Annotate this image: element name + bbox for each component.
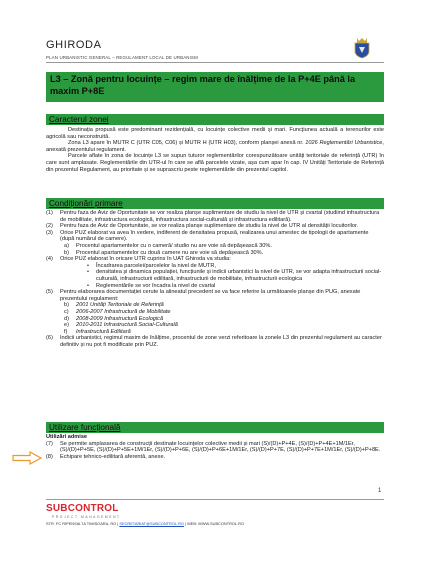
footer-contact [46, 521, 244, 526]
footer-email-link[interactable]: SECRETARIAT@SUBCONTROL.RO [119, 521, 184, 526]
section-title: Condiționări primare [49, 198, 123, 208]
section-header-conditionari [46, 198, 384, 209]
document-title: GHIRODA [46, 39, 102, 51]
paragraph: Zona L3 apare în MUTR C (UTR C05, C06) și MUTR H (UTR H03), conform planșei anexă nr. 1026 Reglementări Urbanistice, anexată prezentului regulament. [46, 140, 384, 153]
caracter-text [46, 127, 384, 173]
section-header-utilizare [46, 422, 384, 433]
list-subitem: c) 2006-2007 Infrastructură de Mobilitate [64, 308, 171, 315]
list-subitem: a) Procentul apartamentelor cu o cameră/ studio nu are voie să depășească 30%. [64, 242, 272, 249]
bullet-icon: • [87, 282, 89, 289]
header-divider [46, 62, 384, 63]
bullet-icon: • [87, 262, 89, 269]
list-item: (7) Se permite amplasarea de construcții destinate locuințelor colective medii și mari (S)/(D)+P+4E, (S)/(D)+P+4E+1M/1Er, (S)/(D)+P+5E, (S)/(D)+P+5E+1M/1Er, (S)/(D)+P+6E, (S)/(D)+P+6E+1M/1Er, (S)/(D)+P+7E, (S)/(D)+P+7E+1M/1Er, (S)/(D)+P+8E. [46, 440, 381, 454]
footer-address: STR. FC RIPENSIA 7A TIMIȘOARA, RO | [46, 521, 119, 526]
coat-of-arms-icon [353, 37, 371, 59]
list-subitem: b) Procentul apartamentelor cu două camere nu are voie să depășească 30%. [64, 249, 264, 256]
list-subitem: e) 2010-2011 Infrastructură Social-Culturală [64, 322, 178, 329]
list-item: (1) Pentru faza de Aviz de Oportunitate se vor realiza planșe suplimentare de studiu la nivel de UTR și cvartal (studiind infrastructura de mobilitate, infrastructura ecologică, infrastructura social-culturală și infrastructura edilitară). [46, 210, 380, 223]
company-logo: SUBCONTROL [46, 503, 119, 514]
paragraph: Parcele aflate în zona de locuințe L3 se supun tuturor reglementărilor corespunzătoare unități teritoriale de referință (UTR) în care sunt amplasate. Reglementările din UTR-ul în care se află parcelele vizate, așa cum apar în cap. IV Unități Teritoriale de Referință din prezentul Regulament, au prioritate și se suprascriu peste reglementările din prezentul capitol. [46, 153, 384, 173]
subsection-heading: Utilizări admise [46, 434, 88, 440]
list-item: (3) Orice PUZ elaborat va avea în vedere, indiferent de densitatea propusă, realizarea unui amestec de tipologii de apartamente (după numărul de camere). [46, 229, 369, 243]
footer-web: | WEB: WWW.SUBCONTROL.RO [185, 521, 244, 526]
list-item: (6) Indicii urbanistici, regimul maxim de înălțime, procentul de zone verzi referitoare la zonele L3 din prezentul regulament au caracter definitiv și nu pot fi modificate prin PUZ. [46, 335, 382, 348]
section-title: Caracterul zonei [49, 114, 109, 124]
bullet-icon: • [87, 269, 89, 276]
list-item: (5) Pentru elaborarea documentației cerute la alineatul precedent se va face referire la următoarele planșe din PUG, anexate prezentului regulament: [46, 289, 361, 302]
arrow-right-icon [12, 451, 42, 465]
section-header-caracter [46, 114, 384, 125]
list-item: (2) Pentru faza de Aviz de Oportunitate, se vor realiza planșe suplimentare de studiu la nivel de UTR al densității locuitorilor. [46, 223, 359, 230]
paragraph: Destinația propusă este predominant rezidențială, cu locuințe colective medii și mari. Funcțiunea actuală a terenurilor este agricolă sau neconstruită. [46, 127, 384, 140]
list-item: (4) Orice PUZ elaborat în oricare UTR cuprins în UAT Ghiroda va studia: [46, 256, 231, 263]
footer-divider [46, 499, 384, 500]
company-logo-tagline: PROJECT MANAGEMENT [52, 515, 121, 519]
conditionari-list [46, 210, 384, 348]
bullet-item: • densitatea și dinamica populației, funcțiunile și indicii urbanistici la nivel de UTR, se vor adapta infrastructurii social-culturală, infrastructurii edilitară, infrastructurii de mobilitate, infrastructurii ecologica [87, 269, 382, 282]
section-title: Utilizare funcțională [49, 422, 121, 432]
list-subitem: d) 2008-2009 Infrastructură Ecologică [64, 315, 164, 322]
list-subitem: f) Infrastructură Edilitară [64, 328, 131, 335]
bullet-item: • Reglementările se vor încadra la nivel de cvartal [87, 282, 216, 289]
document-subtitle: PLAN URBANISTIC GENERAL – REGULAMENT LOCAL DE URBANISM [46, 55, 198, 60]
list-subitem: b) 2001 Unități Teritoriale de Referință [64, 302, 164, 309]
zone-banner-title: L3 – Zonă pentru locuințe – regim mare de înălțime de la P+4E până la maxim P+8E [50, 74, 356, 97]
bullet-item: • Încadrarea parcelei/parcelelor la nivel de MUTR, [87, 262, 217, 269]
list-item: (8) Echipare tehnico-edilitară aferentă, anexe. [46, 453, 166, 460]
utilizare-list [46, 434, 384, 460]
page-number: 1 [378, 488, 382, 494]
